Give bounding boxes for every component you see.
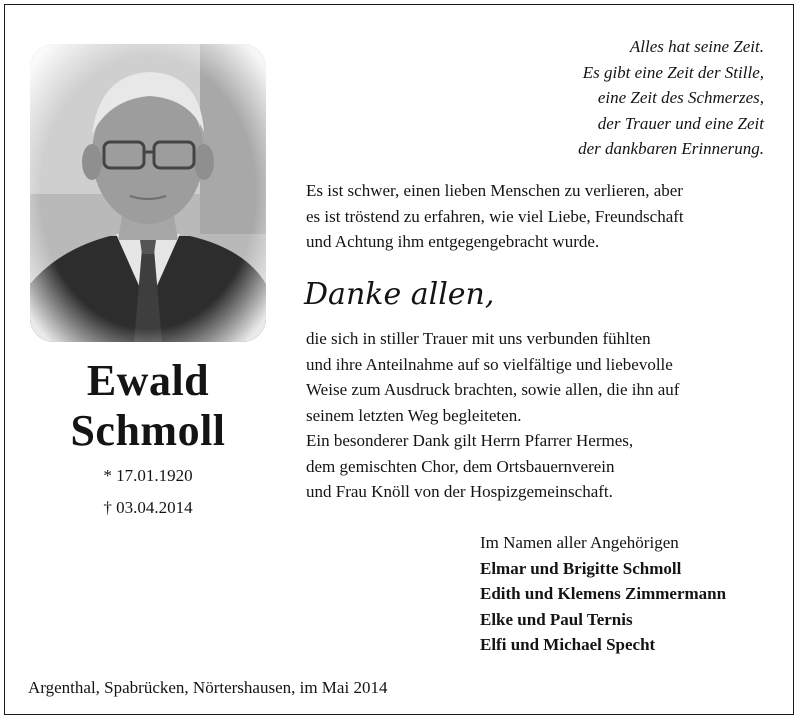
signoff-lead: Im Namen aller Angehörigen bbox=[480, 533, 679, 552]
script-heading bbox=[300, 268, 540, 316]
death-date: † 03.04.2014 bbox=[103, 498, 193, 517]
text-line: Ein besonderer Dank gilt Herrn Pfarrer Hermes, bbox=[306, 431, 634, 450]
poem-line: der Trauer und eine Zeit bbox=[597, 113, 764, 133]
poem-line: eine Zeit des Schmerzes, bbox=[597, 88, 764, 107]
poem-line: Alles hat seine Zeit. bbox=[629, 37, 764, 56]
footer-place-date: Argenthal, Spabrücken, Nörtershausen, im Mai 2014 bbox=[28, 678, 388, 697]
special-thanks-paragraph bbox=[306, 428, 766, 505]
deceased-name bbox=[30, 356, 266, 456]
intro-paragraph bbox=[306, 178, 766, 255]
birth-date: * 17.01.1920 bbox=[103, 466, 193, 485]
signoff bbox=[480, 530, 780, 658]
thanks-paragraph bbox=[306, 326, 766, 428]
text-line: die sich in stiller Trauer mit uns verbunden fühlten bbox=[306, 329, 651, 348]
family-name: Edith und Klemens Zimmermann bbox=[480, 584, 727, 603]
poem bbox=[424, 34, 764, 162]
text-line: es ist tröstend zu erfahren, wie viel Liebe, Freundschaft bbox=[306, 206, 684, 226]
text-line: und ihre Anteilnahme auf so vielfältige und liebevolle bbox=[306, 354, 673, 374]
life-dates bbox=[30, 460, 266, 524]
last-name: Schmoll bbox=[70, 406, 226, 455]
family-name: Elke und Paul Ternis bbox=[480, 609, 633, 629]
text-line: Weise zum Ausdruck brachten, sowie allen, die ihn auf bbox=[306, 380, 680, 399]
text-line: und Frau Knöll von der Hospizgemeinschaft. bbox=[306, 482, 613, 501]
text-line: dem gemischten Chor, dem Ortsbauernverein bbox=[306, 456, 615, 476]
poem-line: Es gibt eine Zeit der Stille, bbox=[582, 62, 764, 82]
family-name: Elmar und Brigitte Schmoll bbox=[480, 558, 682, 578]
portrait-image bbox=[30, 44, 266, 342]
text-line: Es ist schwer, einen lieben Menschen zu verlieren, aber bbox=[306, 181, 683, 200]
portrait-photo bbox=[30, 44, 266, 342]
poem-line: der dankbaren Erinnerung. bbox=[578, 139, 764, 158]
script-heading-text: Danke allen, bbox=[304, 277, 495, 312]
text-line: und Achtung ihm entgegengebracht wurde. bbox=[306, 232, 600, 251]
first-name: Ewald bbox=[86, 356, 210, 405]
text-line: seinem letzten Weg begleiteten. bbox=[306, 405, 522, 425]
family-name: Elfi und Michael Specht bbox=[480, 635, 656, 654]
